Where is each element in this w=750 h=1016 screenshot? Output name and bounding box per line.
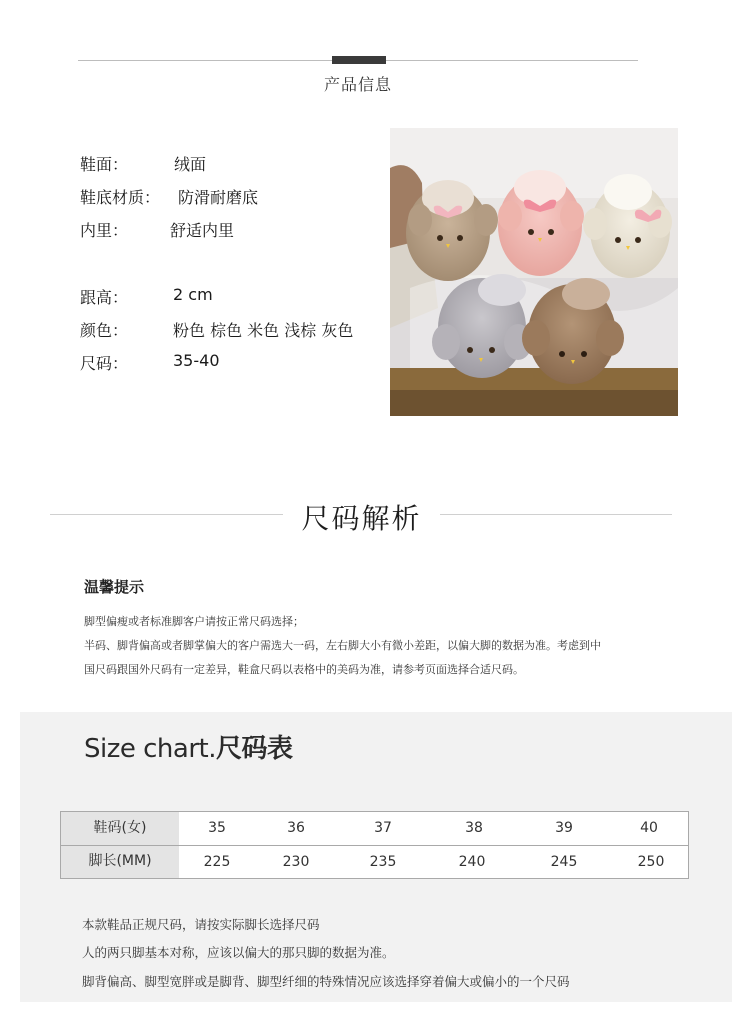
product-photo xyxy=(390,128,678,416)
size-note: 脚背偏高、脚型宽胖或是脚背、脚型纤细的特殊情况应该选择穿着偏大或偏小的一个尺码 xyxy=(82,974,570,989)
spec-key: 颜色： xyxy=(80,321,129,340)
table-cell: 39 xyxy=(555,820,573,836)
product-info-title: 产品信息 xyxy=(323,75,392,94)
tip-line: 国尺码跟国外尺码有一定差异，鞋盒尺码以表格中的美码为准，请参考页面选择合适尺码。 xyxy=(84,663,524,676)
size-chart-title-en: Size chart. xyxy=(84,734,216,764)
spec-value: 绒面 xyxy=(174,155,207,174)
table-cell: 37 xyxy=(374,820,392,836)
row-label-foot-length: 脚长(MM) xyxy=(88,853,152,869)
spec-row-sole xyxy=(80,185,259,208)
table-cell: 230 xyxy=(282,854,310,870)
table-cell: 235 xyxy=(369,854,397,870)
size-chart-title-cn: 尺码表 xyxy=(216,734,293,764)
spec-row-size xyxy=(80,351,220,374)
tip-line: 半码、脚背偏高或者脚掌偏大的客户需选大一码，左右脚大小有微小差距，以偏大脚的数据为准。考虑到中 xyxy=(84,639,601,652)
size-note: 人的两只脚基本对称，应该以偏大的那只脚的数据为准。 xyxy=(82,945,395,960)
table-cell: 240 xyxy=(458,854,486,870)
spec-value: 2 cm xyxy=(173,285,213,304)
size-analysis-divider-right xyxy=(440,514,672,515)
tips-title: 温馨提示 xyxy=(84,578,145,596)
spec-key: 跟高： xyxy=(80,288,129,307)
spec-value: 舒适内里 xyxy=(170,221,235,240)
spec-key: 鞋底材质： xyxy=(80,188,161,207)
table-cell: 250 xyxy=(637,854,665,870)
table-cell: 40 xyxy=(640,820,658,836)
spec-key: 尺码： xyxy=(80,354,129,373)
table-cell: 245 xyxy=(550,854,578,870)
size-table xyxy=(60,811,689,879)
size-chart-title xyxy=(84,728,293,765)
spec-row-heel xyxy=(80,285,213,308)
table-cell: 225 xyxy=(203,854,231,870)
spec-value: 粉色 棕色 米色 浅棕 灰色 xyxy=(173,321,354,340)
spec-key: 鞋面： xyxy=(80,155,129,174)
row-label-shoe-size: 鞋码(女) xyxy=(93,820,147,836)
spec-row-upper xyxy=(80,152,207,175)
spec-value: 防滑耐磨底 xyxy=(178,188,259,207)
size-note: 本款鞋品正规尺码，请按实际脚长选择尺码 xyxy=(82,917,320,932)
table-cell: 35 xyxy=(208,820,226,836)
table-cell: 38 xyxy=(465,820,483,836)
size-analysis-divider-left xyxy=(50,514,283,515)
spec-row-color xyxy=(80,318,354,341)
spec-row-lining xyxy=(80,218,235,241)
table-cell: 36 xyxy=(287,820,305,836)
tip-line: 脚型偏瘦或者标准脚客户请按正常尺码选择； xyxy=(84,615,304,628)
size-analysis-title: 尺码解析 xyxy=(301,502,422,535)
spec-key: 内里： xyxy=(80,221,129,240)
spec-value: 35-40 xyxy=(173,351,220,370)
header-accent-bar xyxy=(332,56,386,64)
